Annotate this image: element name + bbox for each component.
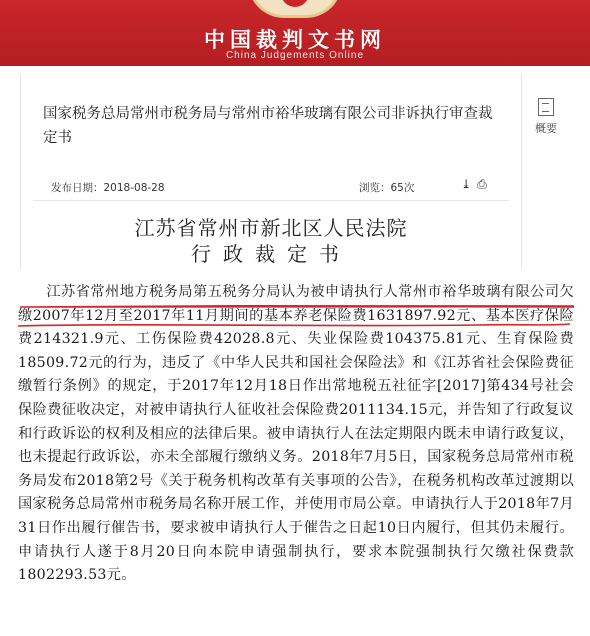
title-divider: [33, 200, 509, 201]
publish-date-value: 2018-08-28: [103, 182, 165, 194]
view-count: [359, 180, 414, 195]
publish-date: [51, 180, 165, 195]
site-header-banner: [0, 0, 590, 66]
site-brand-title[interactable]: 中国裁判文书网: [204, 28, 386, 52]
download-icon[interactable]: ⤓: [461, 177, 472, 191]
national-emblem-icon: [248, 0, 342, 18]
document-body: [18, 281, 574, 588]
outline-icon: [538, 98, 554, 116]
document-card: [20, 74, 522, 269]
document-tools: [461, 177, 493, 192]
publish-date-label: 发布日期：: [51, 182, 104, 194]
court-name: 江苏省常州市新北区人民法院: [134, 216, 408, 240]
document-title: 国家税务总局常州市税务局与常州市裕华玻璃有限公司非诉执行审查裁定书: [43, 106, 493, 146]
outline-button[interactable]: [528, 98, 564, 136]
body-paragraph: 江苏省常州地方税务局第五税务分局认为被申请执行人常州市裕华玻璃有限公司欠缴2007年12月至2017年11月期间的基本养老保险费1631897.92元、基本医疗保险费214321.9元、工伤保险费42028.8元、失业保险费104375.81元、生育保险费18509.72元的行为，违反了《中华人民共和国社会保险法》和《江苏省社会保险费征缴暂行条例》的规定，于2017年12月18日作出常地税五社征字[2017]第434号社会保险费征收决定，对被申请执行人征收社会保险费2011134.15元，并告知了行政复议和行政诉讼的权利及相应的法律后果。被申请执行人在法定期限内既未申请行政复议，也未提起行政诉讼，亦未全部履行缴纳义务。2018年7月5日，国家税务总局常州市税务局发布2018第2号《关于税务机构改革有关事项的公告》，在税务机构改革过渡期以国家税务总局常州市税务局名称开展工作，并使用市局公章。申请执行人于2018年7月31日作出履行催告书，要求被申请执行人于催告之日起10日内履行，但其仍未履行。申请执行人遂于8月20日向本院申请强制执行，要求本院强制执行欠缴社保费款1802293.53元。: [18, 284, 574, 584]
outline-label: 概要: [535, 122, 557, 135]
view-count-value: 65次: [390, 182, 415, 194]
view-count-label: 浏览：: [359, 182, 391, 194]
print-icon[interactable]: ⎙: [477, 177, 487, 191]
site-brand-subtitle: China Judgements Online: [225, 50, 365, 61]
document-type: 行政裁定书: [191, 242, 351, 266]
